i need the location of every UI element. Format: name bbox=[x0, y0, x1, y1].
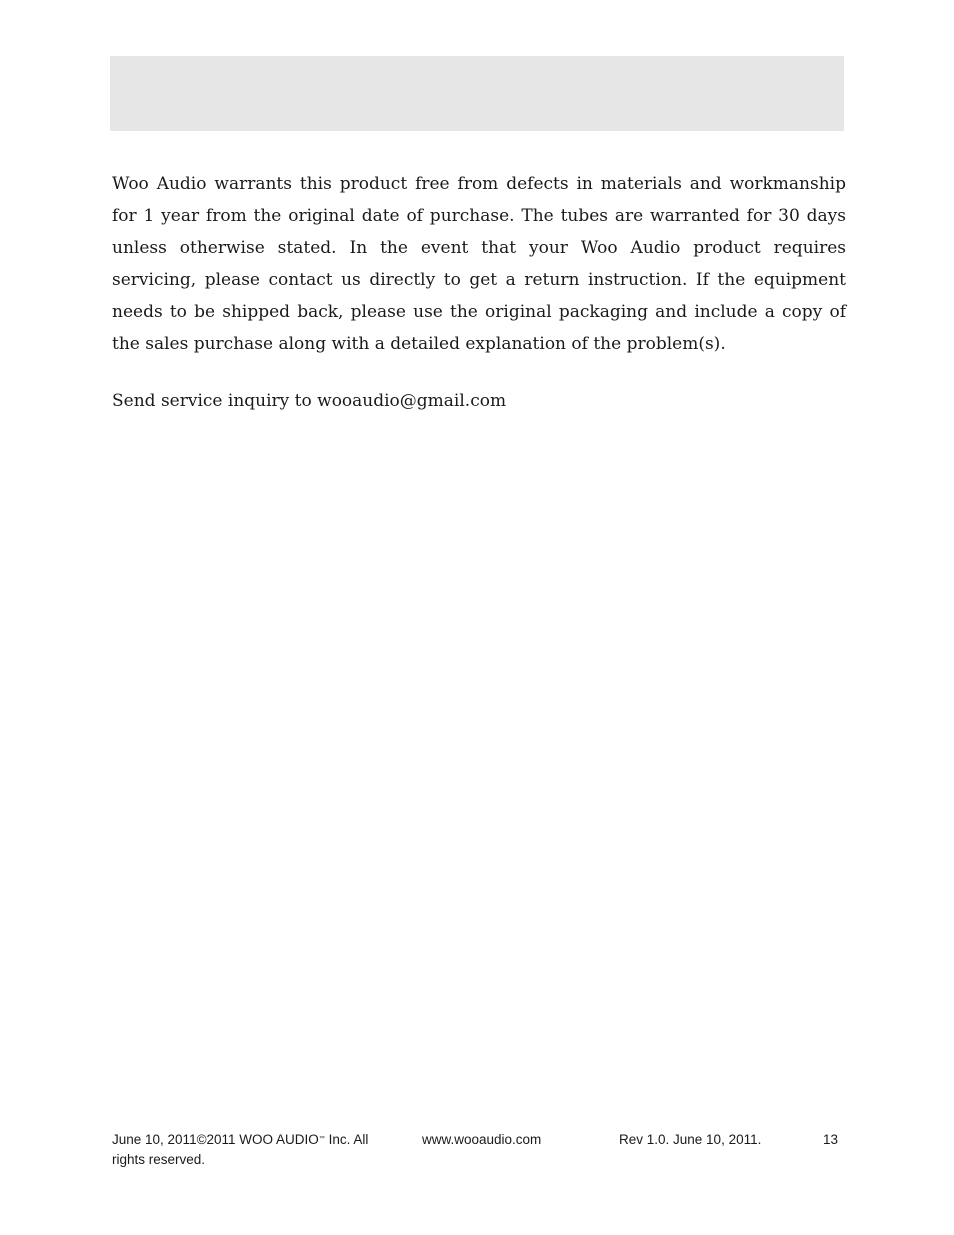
footer-copyright bbox=[112, 1130, 402, 1170]
header-band bbox=[110, 56, 844, 131]
trademark-symbol: ™ bbox=[318, 1136, 325, 1142]
footer-website: www.wooaudio.com bbox=[422, 1132, 542, 1147]
footer-revision: Rev 1.0. June 10, 2011. bbox=[619, 1132, 762, 1147]
footer-copyright-rest: Inc. All rights reserved. bbox=[112, 1132, 369, 1167]
warranty-paragraph: Woo Audio warrants this product free from defects in materials and workmanship for 1 year from the original date of purchase. The tubes are warranted for 30 days unless otherwise stated. In the event that your Woo Audio product requires servicing, please contact us directly to get a return instruction. If the equipment needs to be shipped back, please use the original packaging and include a copy of the sales purchase along with a detailed explanation of the problem(s). bbox=[112, 174, 846, 354]
footer-copyright-text: June 10, 2011©2011 WOO AUDIO bbox=[112, 1132, 319, 1147]
page-number: 13 bbox=[823, 1132, 839, 1147]
service-inquiry-line: Send service inquiry to wooaudio@gmail.com bbox=[112, 391, 507, 411]
